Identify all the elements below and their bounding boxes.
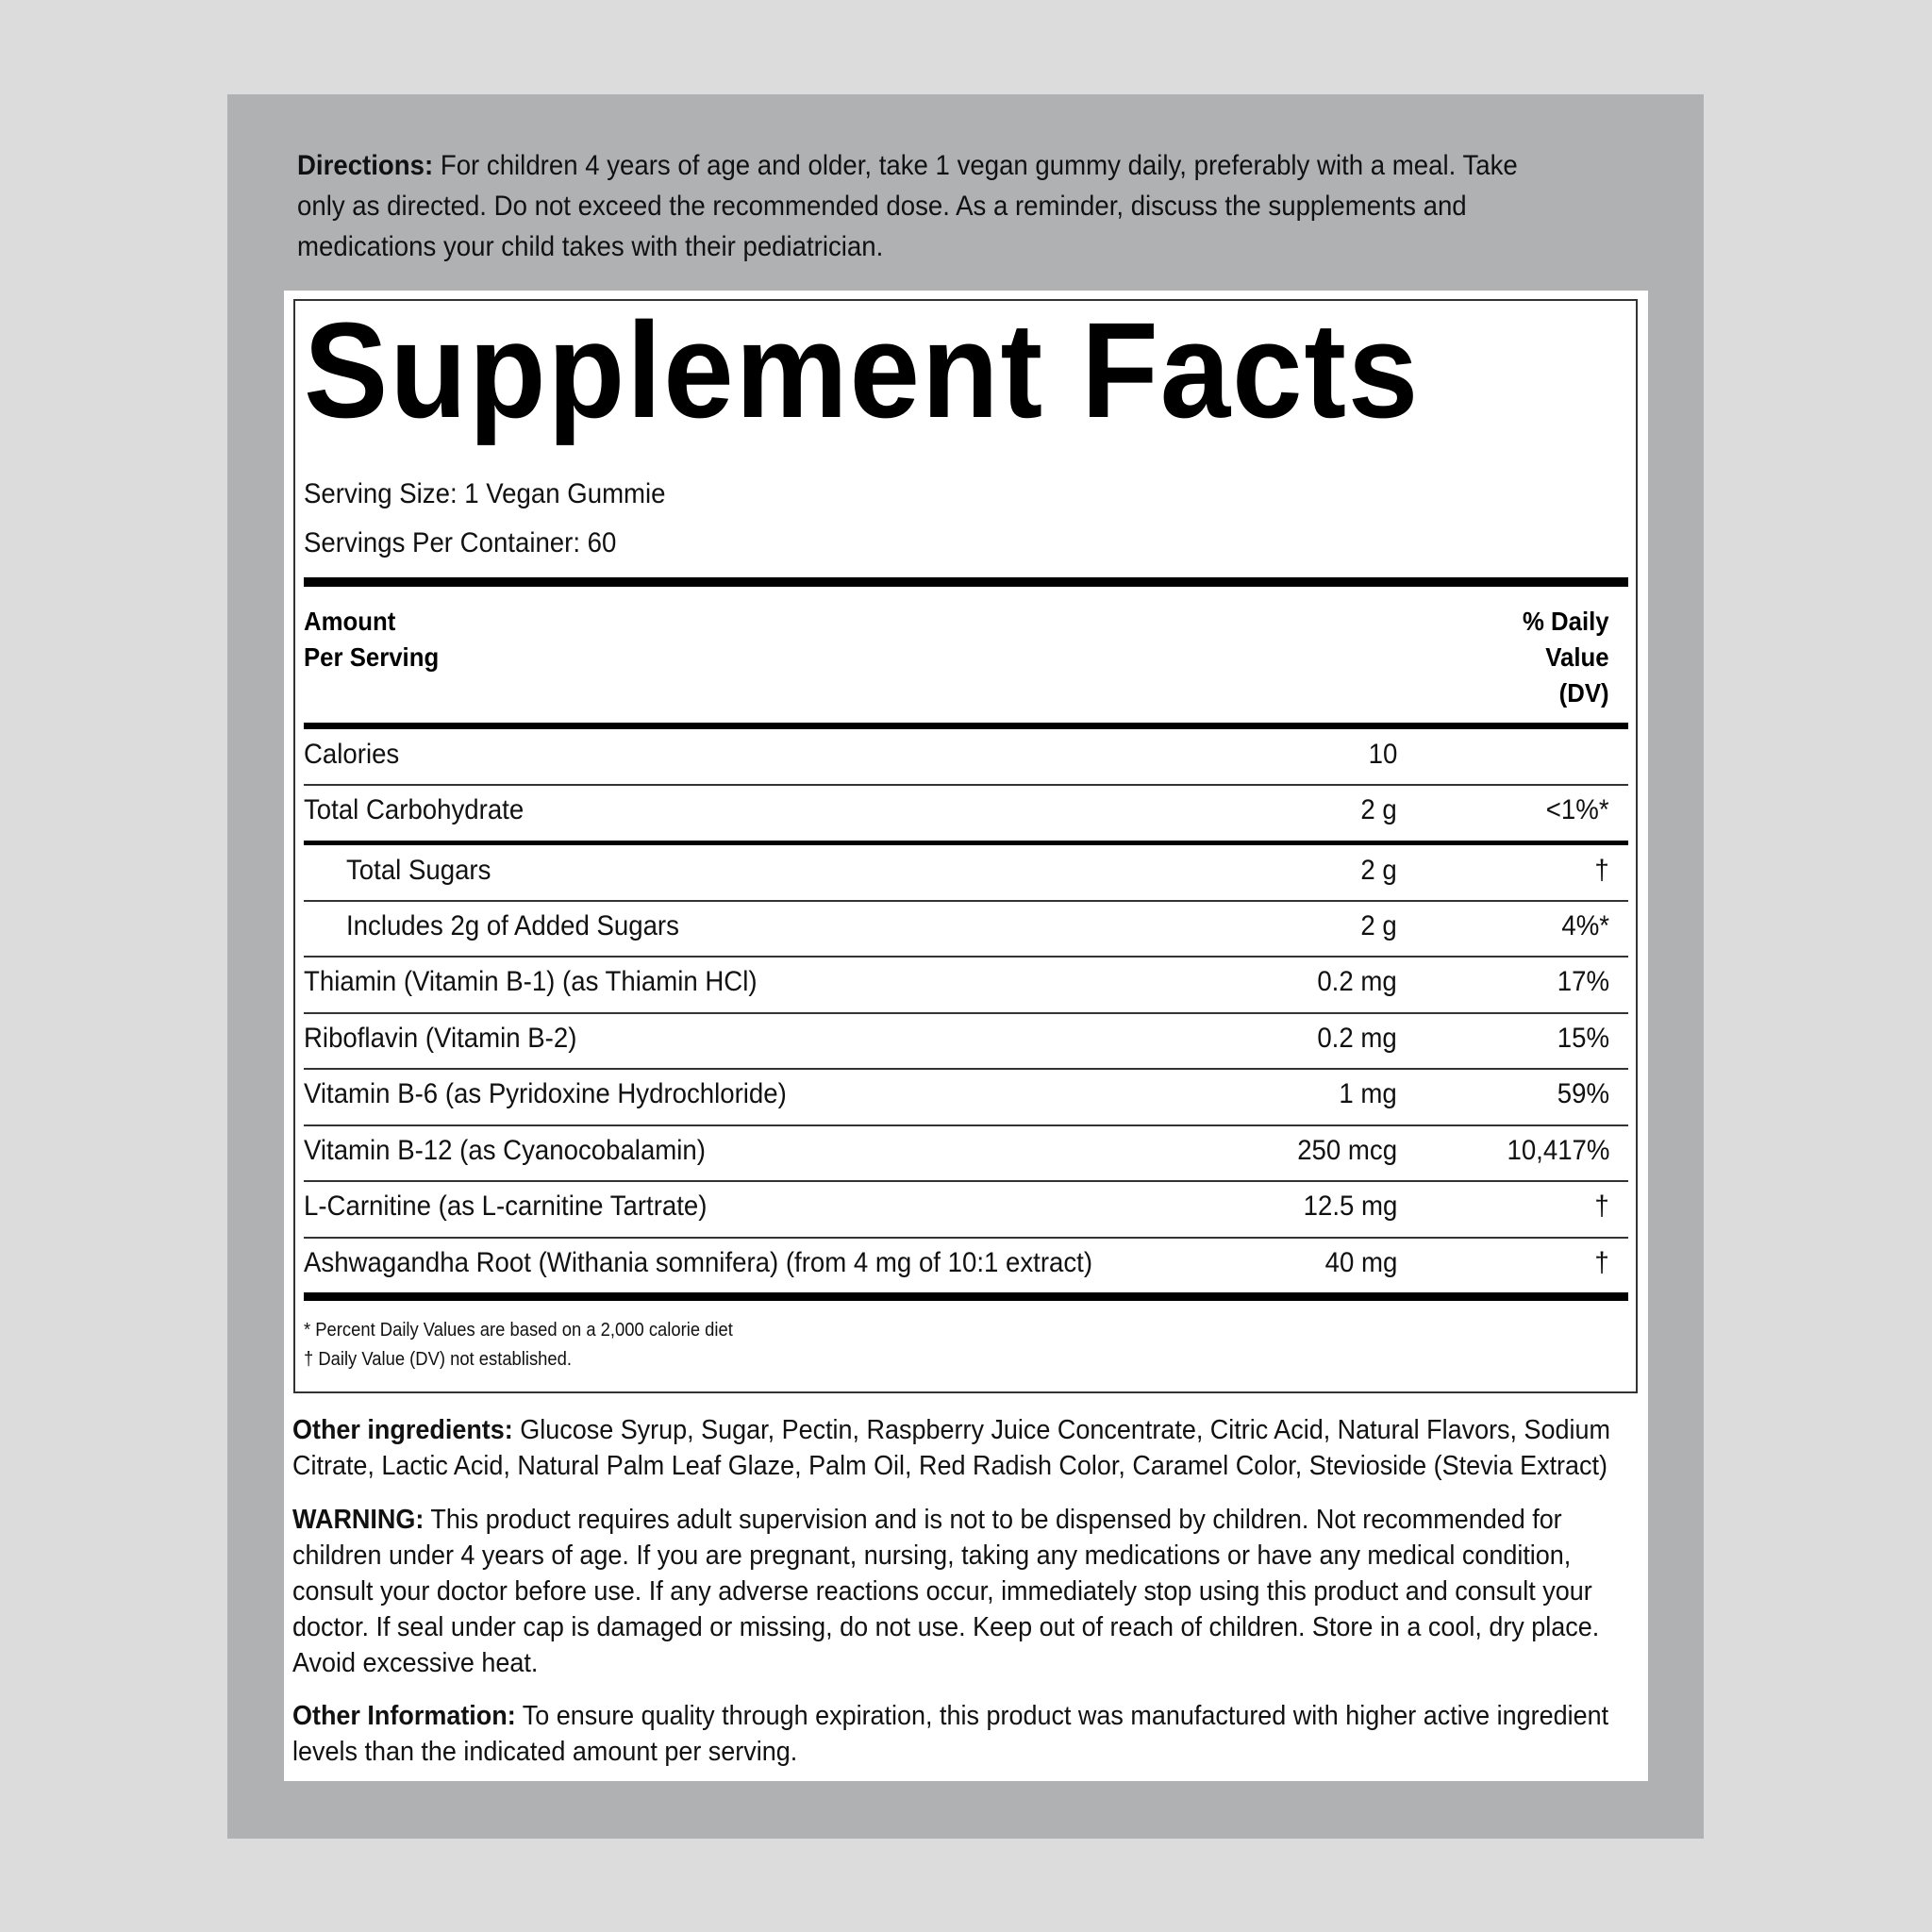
- header-per-serving: Per Serving: [304, 642, 440, 672]
- nutrient-row: [304, 955, 1628, 1009]
- directions-text: For children 4 years of age and older, take 1 vegan gummy daily, preferably with a meal. Take only as directed. Do not exceed the recommended dose. As a reminder, discuss the supplements and medications your child takes with their pediatrician.: [297, 150, 1518, 262]
- warning-label: WARNING:: [292, 1505, 425, 1535]
- nutrient-amount: 0.2 mg: [1317, 1023, 1397, 1054]
- other-ingredients-text: Glucose Syrup, Sugar, Pectin, Raspberry Juice Concentrate, Citric Acid, Natural Flavors, Sodium Citrate, Lactic Acid, Natural Palm Leaf Glaze, Palm Oil, Red Radish Color, Caramel Color, Stevioside (Stevia Extract): [292, 1415, 1610, 1481]
- nutrient-dv: †: [1594, 1191, 1609, 1222]
- warning-paragraph: [292, 1502, 1632, 1681]
- other-ingredients-label: Other ingredients:: [292, 1415, 513, 1445]
- nutrient-dv: 15%: [1557, 1023, 1609, 1054]
- nutrient-row: [304, 843, 1628, 898]
- nutrient-name: Thiamin (Vitamin B-1) (as Thiamin HCl): [304, 966, 758, 997]
- other-information-paragraph: [292, 1698, 1632, 1770]
- nutrient-name: Calories: [304, 739, 400, 770]
- nutrient-name: Ashwagandha Root (Withania somnifera) (from 4 mg of 10:1 extract): [304, 1247, 1093, 1278]
- nutrient-dv: 17%: [1557, 966, 1609, 997]
- header-dv: (DV): [1559, 678, 1609, 708]
- nutrient-dv: †: [1594, 855, 1609, 886]
- footnote-percent-dv: * Percent Daily Values are based on a 2,000 calorie diet: [304, 1320, 733, 1341]
- nutrient-row: [304, 1011, 1628, 1066]
- supplement-facts-title: Supplement Facts: [304, 294, 1421, 446]
- nutrient-dv: <1%*: [1546, 794, 1609, 825]
- header-value: Value: [1545, 642, 1609, 672]
- nutrient-name: L-Carnitine (as L-carnitine Tartrate): [304, 1191, 708, 1222]
- nutrient-name: Total Carbohydrate: [304, 794, 525, 825]
- nutrient-amount: 250 mcg: [1297, 1135, 1397, 1166]
- nutrient-amount: 2 g: [1360, 910, 1397, 941]
- footnote-dv-not-established: † Daily Value (DV) not established.: [304, 1349, 572, 1370]
- nutrient-row: [304, 1236, 1628, 1291]
- nutrient-row: [304, 1179, 1628, 1234]
- serving-size: Serving Size: 1 Vegan Gummie: [304, 478, 666, 509]
- nutrient-row: [304, 1067, 1628, 1122]
- nutrient-dv: †: [1594, 1247, 1609, 1278]
- directions-label: Directions:: [297, 150, 434, 181]
- nutrient-amount: 2 g: [1360, 794, 1397, 825]
- nutrient-name: Includes 2g of Added Sugars: [346, 910, 679, 941]
- directions-paragraph: [297, 145, 1539, 267]
- nutrient-name: Riboflavin (Vitamin B-2): [304, 1023, 577, 1054]
- nutrient-amount: 10: [1368, 739, 1397, 770]
- bottom-thick-rule: [304, 1292, 1628, 1301]
- servings-per-container: Servings Per Container: 60: [304, 527, 617, 558]
- nutrient-amount: 12.5 mg: [1303, 1191, 1397, 1222]
- nutrient-row: [304, 783, 1628, 838]
- nutrient-amount: 0.2 mg: [1317, 966, 1397, 997]
- nutrient-name: Vitamin B-6 (as Pyridoxine Hydrochloride): [304, 1078, 787, 1109]
- other-information-text: To ensure quality through expiration, this product was manufactured with higher active ingredient levels than the indicated amount per serving.: [292, 1701, 1609, 1767]
- nutrient-dv: 10,417%: [1507, 1135, 1609, 1166]
- nutrient-amount: 2 g: [1360, 855, 1397, 886]
- daily-value-header: [1523, 604, 1609, 711]
- nutrient-row: [304, 727, 1628, 782]
- header-daily: % Daily: [1523, 607, 1609, 636]
- nutrient-row: [304, 899, 1628, 954]
- header-amount: Amount: [304, 607, 396, 636]
- nutrient-amount: 40 mg: [1324, 1247, 1397, 1278]
- amount-per-serving-header: [304, 604, 439, 675]
- nutrient-name: Vitamin B-12 (as Cyanocobalamin): [304, 1135, 706, 1166]
- nutrient-row: [304, 1124, 1628, 1178]
- other-information-label: Other Information:: [292, 1701, 516, 1731]
- top-thick-rule: [304, 577, 1628, 587]
- nutrient-name: Total Sugars: [346, 855, 491, 886]
- nutrient-amount: 1 mg: [1339, 1078, 1397, 1109]
- other-ingredients-paragraph: [292, 1412, 1632, 1484]
- nutrient-dv: 59%: [1557, 1078, 1609, 1109]
- warning-text: This product requires adult supervision and is not to be dispensed by children. Not recommended for children under 4 years of age. If you are pregnant, nursing, taking any medications or have any medical condition, consult your doctor before use. If any adverse reactions occur, immediately stop using this product and consult your doctor. If seal under cap is damaged or missing, do not use. Keep out of reach of children. Store in a cool, dry place. Avoid excessive heat.: [292, 1505, 1600, 1678]
- nutrient-dv: 4%*: [1561, 910, 1609, 941]
